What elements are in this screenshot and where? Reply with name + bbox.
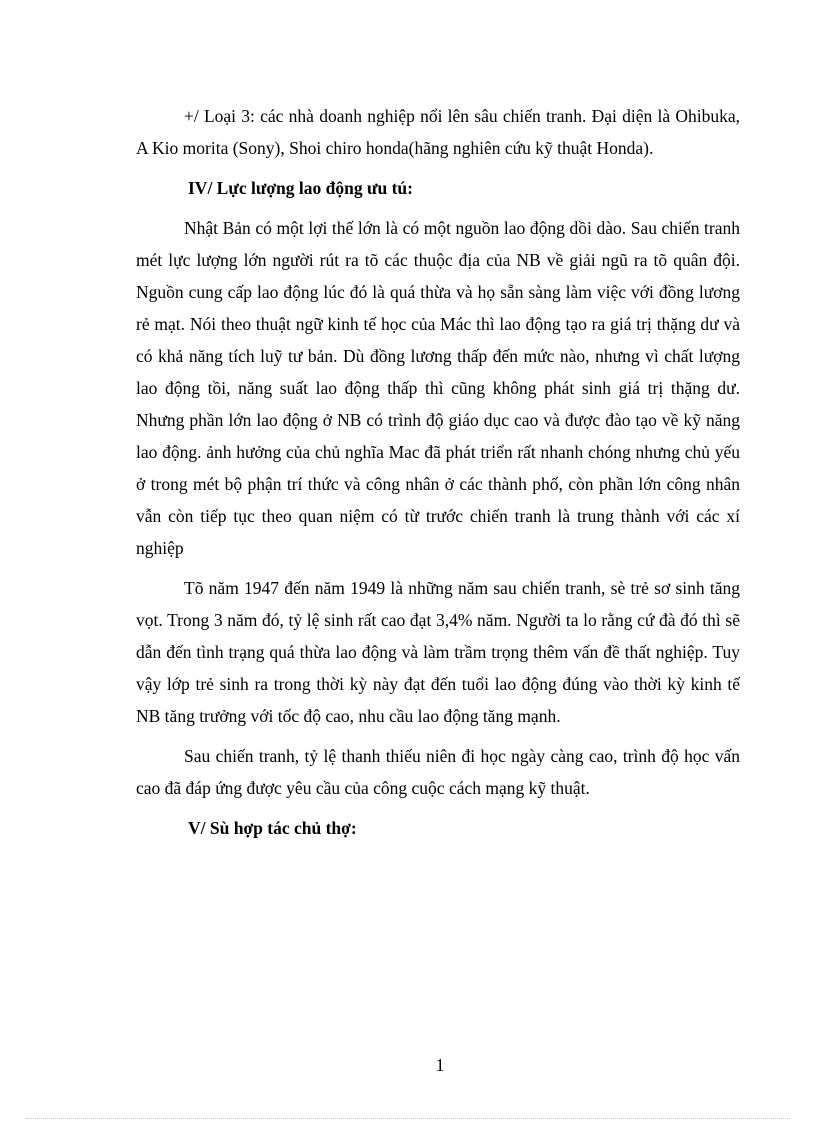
section-heading-v: V/ Sù hợp tác chủ thợ: xyxy=(188,818,357,838)
page-bottom-border xyxy=(26,1118,790,1119)
paragraph-labor-force: Nhật Bản có một lợi thế lớn là có một nguồn lao động dồi dào. Sau chiến tranh mét lực lượng lớn người rút ra tõ các thuộc địa của NB về giải ngũ ra tõ quân đội. Nguồn cung cấp lao động lúc đó là quá thừa và họ sẵn sàng làm việc với đồng lương rẻ mạt. Nói theo thuật ngữ kinh tế học của Mác thì lao động tạo ra giá trị thặng dư và có khả năng tích luỹ tư bản. Dù đồng lương thấp đến mức nào, nhưng vì chất lượng lao động tồi, năng suất lao động thấp thì cũng không phát sinh giá trị thặng dư. Nhưng phần lớn lao động ở NB có trình độ giáo dục cao và được đào tạo về kỹ năng lao động. ảnh hưởng của chủ nghĩa Mac đã phát triển rất nhanh chóng nhưng chủ yếu ở trong mét bộ phận trí thức và công nhân ở các thành phố, còn phần lớn công nhân vẫn còn tiếp tục theo quan niệm có từ trước chiến tranh là trung thành với các xí nghiệp xyxy=(136,218,740,558)
document-body xyxy=(136,100,740,852)
section-heading-iv: IV/ Lực lượng lao động ưu tú: xyxy=(188,178,413,198)
paragraph-birth-rate: Tõ năm 1947 đến năm 1949 là những năm sau chiến tranh, sè trẻ sơ sinh tăng vọt. Trong 3 năm đó, tỷ lệ sinh rất cao đạt 3,4% năm. Người ta lo rằng cứ đà đó thì sẽ dẫn đến tình trạng quá thừa lao động và làm trầm trọng thêm vấn đề thất nghiệp. Tuy vậy lớp trẻ sinh ra trong thời kỳ này đạt đến tuổi lao động đúng vào thời kỳ kinh tế NB tăng trưởng với tốc độ cao, nhu cầu lao động tăng mạnh. xyxy=(136,578,740,726)
page-number: 1 xyxy=(435,1055,445,1075)
paragraph-type-3-entrepreneurs: +/ Loại 3: các nhà doanh nghiệp nổi lên sâu chiến tranh. Đại diện là Ohibuka, A Kio morita (Sony), Shoi chiro honda(hãng nghiên cứu kỹ thuật Honda). xyxy=(136,106,740,158)
paragraph-education: Sau chiến tranh, tỷ lệ thanh thiếu niên đi học ngày càng cao, trình độ học vấn cao đã đáp ứng được yêu cầu của công cuộc cách mạng kỹ thuật. xyxy=(136,746,740,798)
